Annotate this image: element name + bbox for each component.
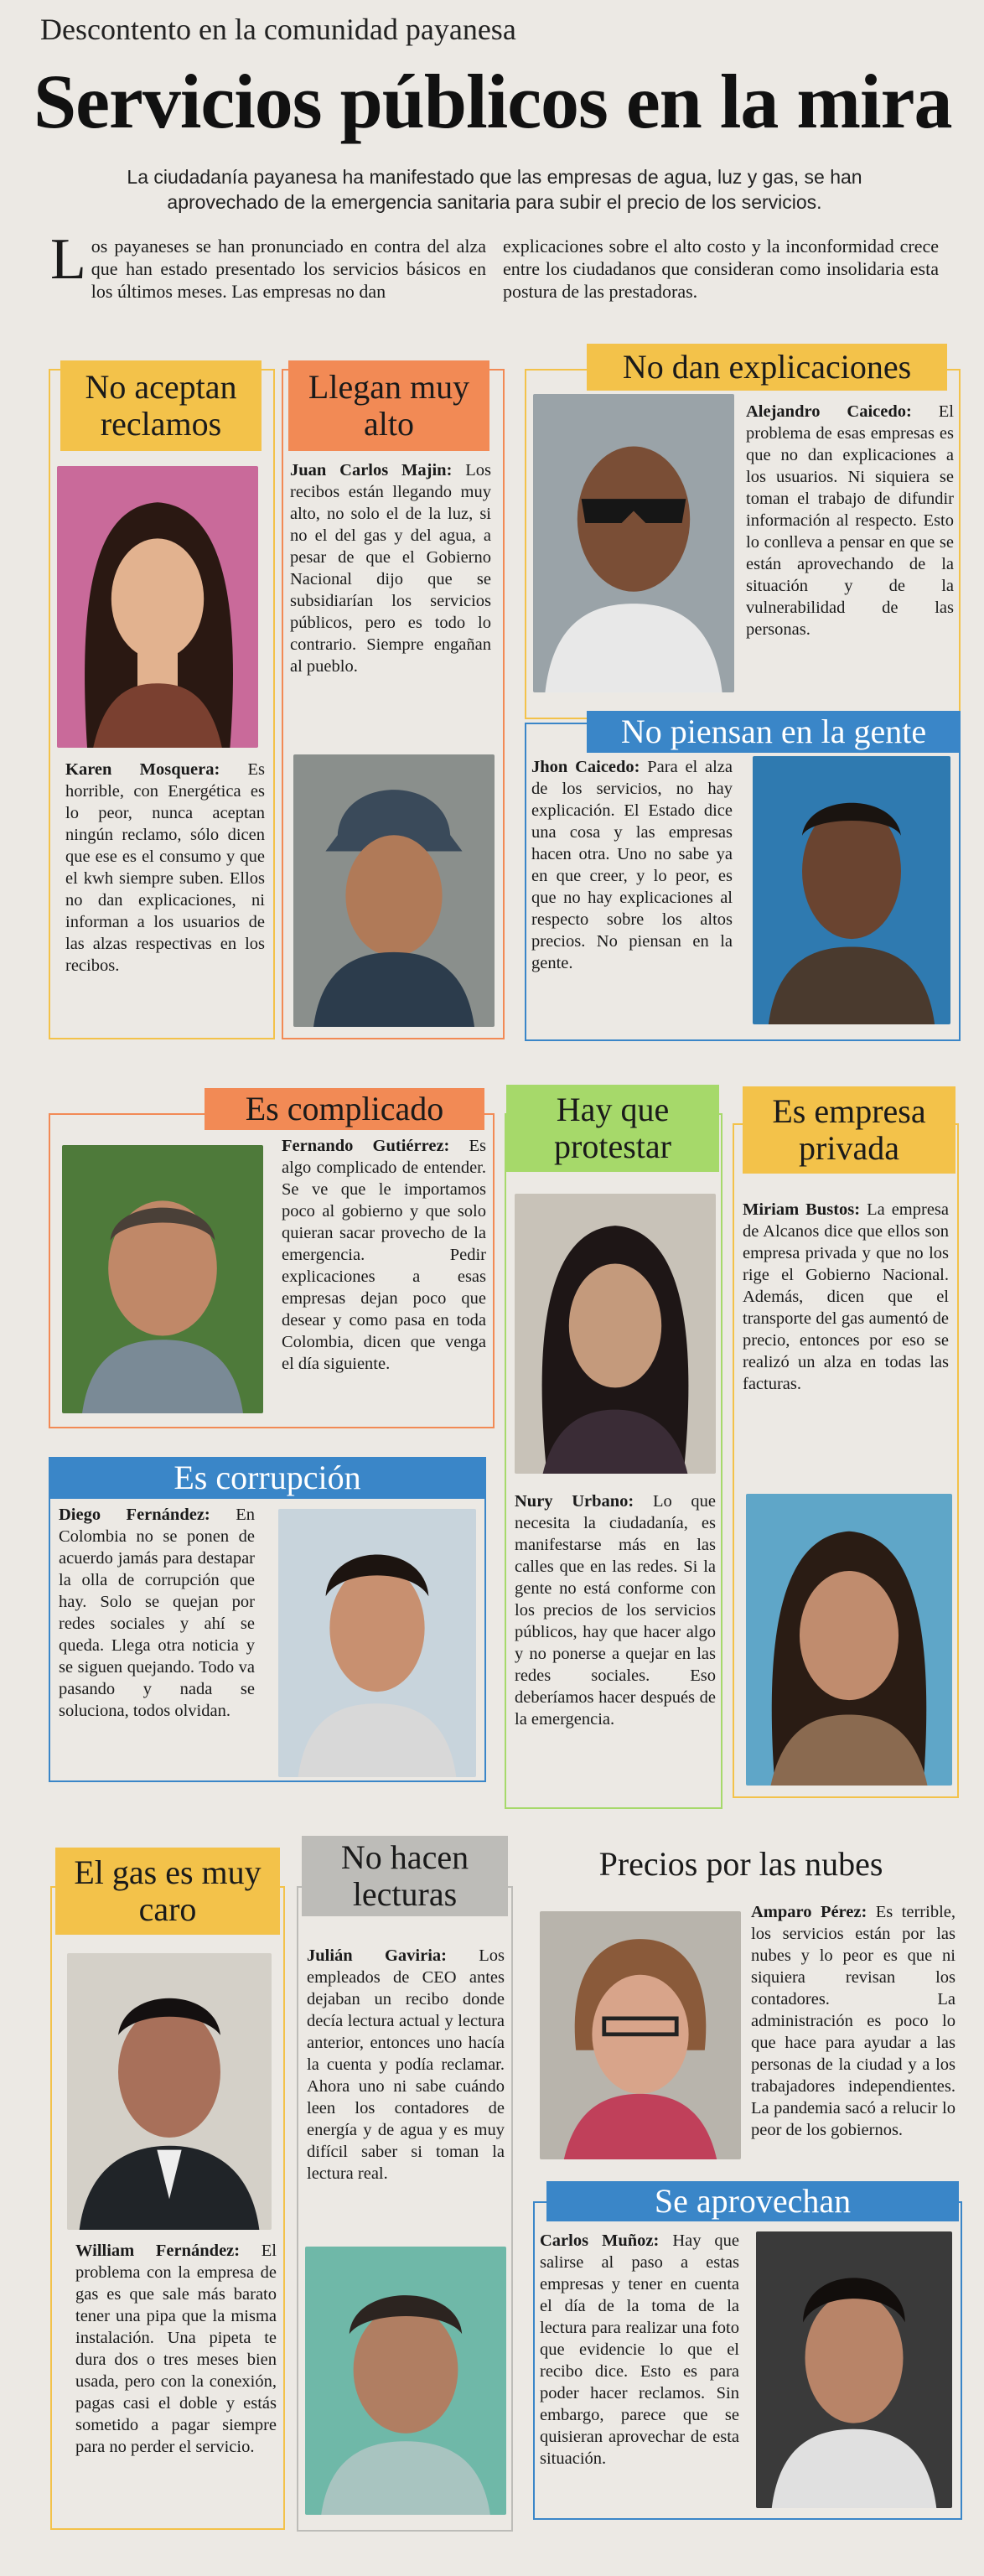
portrait-photo [293, 754, 495, 1027]
section-title: Se aprovechan [546, 2181, 959, 2221]
portrait-photo [533, 394, 734, 692]
testimonial-text: Juan Carlos Majin: Los recibos están llegando muy alto, no solo el de la luz, si no el del gas y del agua, a pesar de que el Gobierno Nacional dijo que se subsidiarían los servicios públicos, pero es todo lo contrario. Siempre engañan al pueblo. [290, 461, 491, 676]
testimonial-text: William Fernández: El problema con la empresa de gas es que sale más barato tener una pipa que la misma instalación. Una pipeta te dura dos o tres meses bien usada, pero con la conexión, pagas casi el doble y estás sometido a pagar siempre para no perder el servicio. [75, 2242, 277, 2456]
section-title: No hacen lecturas [302, 1836, 508, 1916]
testimonial-text: Alejandro Caicedo: El problema de esas empresas es que no dan explicaciones a los usuarios. Ni siquiera se toman el trabajo de difundir información al respecto. Esto lo conlleva a pensar en que se están aprovechando de la situación y de la vulnerabilidad de las personas. [746, 402, 954, 639]
portrait-photo [57, 466, 258, 748]
testimonial-text: Diego Fernández: En Colombia no se ponen de acuerdo jamás para destapar la olla de corrupción que hay. Solo se quejan por redes sociales y ahí se queda. Llega otra noticia y se siguen quejando. Todo va pasando y nada se soluciona, todos olvidan. [59, 1506, 256, 1720]
testimonial-text: Jhon Caicedo: Para el alza de los servicios, no hay explicación. El Estado dice una cosa y las empresas hacen otra. Uno no sabe ya en que creer, y lo peor, es que no hay explicaciones al respecto sobre los altos precios. No piensan en la gente. [531, 758, 733, 972]
lede: La ciudadanía payanesa ha manifestado que las empresas de agua, luz y gas, se han aprovechado de la emergencia sanitaria para subir el precio de los servicios. [127, 166, 862, 213]
section-title: Hay que protestar [506, 1085, 719, 1172]
section-title: Es empresa privada [743, 1086, 956, 1174]
portrait-photo [67, 1953, 272, 2230]
section-title: Precios por las nubes [531, 1841, 950, 1888]
intro-right: explicaciones sobre el alto costo y la inconformidad crece entre los ciudadanos que consideran como insolidaria esta postura de las prestadoras. [503, 236, 939, 302]
testimonial-text: Miriam Bustos: La empresa de Alcanos dice que ellos son empresa privada y que no los rige el Gobierno Nacional. Además, dicen que el transporte del gas aumentó de precio, entonces por eso se realizó un alza en todas las facturas. [743, 1200, 950, 1393]
section-title: Llegan muy alto [288, 360, 489, 451]
testimonial-text: Julián Gaviria: Los empleados de CEO antes dejaban un recibo donde decía lectura actual y lectura anterior, entonces uno hacía la cuenta y podía reclamar. Ahora uno ni sabe cuándo leen los contadores de energía y de agua y es muy difícil saber si toman la lectura real. [307, 1946, 505, 2183]
portrait-photo [62, 1145, 263, 1413]
portrait-photo [753, 756, 950, 1024]
section-title: No dan explicaciones [587, 344, 947, 391]
section-title: No piensan en la gente [587, 711, 961, 753]
kicker: Descontento en la comunidad payanesa [40, 13, 516, 46]
portrait-photo [756, 2231, 952, 2508]
portrait-photo [305, 2247, 506, 2515]
testimonial-text: Fernando Gutiérrez: Es algo complicado de entender. Se ve que le importamos poco al gobierno y que solo quieran sacar provecho de la emergencia. Pedir explicaciones a esas empresas dejan poco que desear y como pasa en toda Colombia, dicen que venga el día siguiente. [282, 1137, 486, 1373]
drop-cap: L [50, 227, 86, 292]
testimonial-text: Carlos Muñoz: Hay que salirse al paso a estas empresas y tener en cuenta el día de la toma de la lectura para realizar una foto que evidencie lo que el recibo dice. Esto es para poder hacer reclamos. Sin embargo, parece que se quisieran aprovechar de esta situación. [540, 2231, 740, 2468]
headline: Servicios públicos en la mira [34, 59, 952, 144]
section-title: Es complicado [205, 1088, 484, 1130]
portrait-photo [746, 1494, 952, 1786]
section-title: Es corrupción [49, 1457, 486, 1499]
intro-left: Los payaneses se han pronunciado en contra del alza que han estado presentado los servicios básicos en los últimos meses. Las empresas no dan [50, 227, 486, 302]
testimonial-text: Amparo Pérez: Es terrible, los servicios están por las nubes y lo peor es que ni siquiera revisan los contadores. La administración es poco lo que hace para ayudar a las personas de la ciudad y a los trabajadores independientes. La pandemia sacó a relucir lo peor de los gobiernos. [751, 1903, 956, 2139]
portrait-photo [540, 1911, 741, 2159]
portrait-photo [278, 1509, 476, 1777]
testimonial-text: Karen Mosquera: Es horrible, con Energética es lo peor, nunca aceptan ningún reclamo, sólo dicen que ese es el consumo y que el kwh siempre suben. Ellos no dan explicaciones, ni informan a los usuarios de las alzas respectivas en los recibos. [65, 760, 266, 975]
section-title: El gas es muy caro [55, 1848, 280, 1935]
portrait-photo [515, 1194, 716, 1474]
section-title: No aceptan reclamos [60, 360, 262, 451]
testimonial-text: Nury Urbano: Lo que necesita la ciudadanía, es manifestarse más en las calles que en las redes. Si la gente no está conforme con los precios de los servicios públicos, hay que hacer algo y no ponerse a quejar en las redes sociales. Eso deberíamos hacer después de la emergencia. [515, 1492, 717, 1729]
